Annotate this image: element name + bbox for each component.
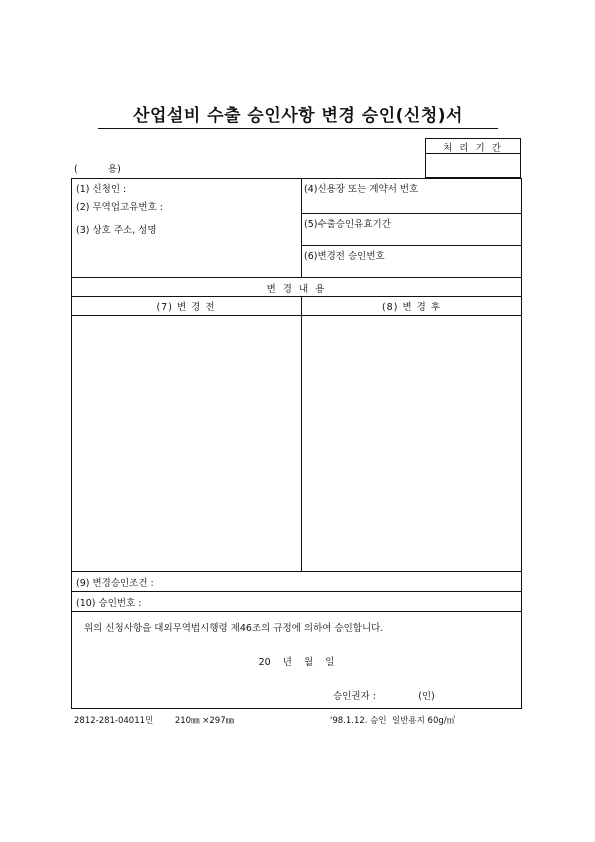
company-field: (3) 상호 주소, 성명 (76, 225, 157, 236)
date-line: 20 년 월 일 (258, 657, 335, 668)
section-line-6 (71, 611, 522, 612)
before-change-header: (7) 변 경 전 (156, 302, 216, 313)
prior-approval-field: (6)변경전 승인번호 (304, 251, 385, 262)
approver-line: 승인권자 : (인) (333, 691, 435, 702)
document-title: 산업설비 수출 승인사항 변경 승인(신청)서 (133, 106, 463, 126)
section-line-3 (71, 315, 522, 316)
processing-period-box (425, 138, 521, 178)
footer-approval-info: '98.1.12. 승인 일반용지 60g/㎡ (330, 716, 456, 726)
title-underline (98, 128, 498, 129)
section-line-2 (71, 296, 522, 297)
change-section-header: 변 경 내 용 (266, 284, 327, 295)
validity-field: (5)수출승인유효기간 (304, 219, 391, 230)
lc-contract-field: (4)신용장 또는 계약서 번호 (304, 184, 419, 195)
change-divider (301, 296, 302, 571)
trade-id-field: (2) 무역업고유번호 : (76, 202, 163, 213)
processing-period-label: 처 리 기 간 (443, 143, 503, 154)
after-change-header: (8) 변 경 후 (381, 302, 442, 313)
applicant-row-line-1 (301, 213, 521, 214)
section-line-5 (71, 591, 522, 592)
applicant-row-line-2 (301, 245, 521, 246)
applicant-divider (301, 178, 302, 277)
approval-number-field: (10) 승인번호 : (76, 598, 142, 609)
section-line-4 (71, 571, 522, 572)
footer-form-code: 2812-281-04011민 210㎜ ×297㎜ (74, 716, 235, 726)
approval-conditions-field: (9) 변경승인조건 : (76, 578, 154, 589)
applicant-field: (1) 신청인 : (76, 184, 127, 195)
purpose-label: ( 용) (74, 164, 121, 175)
approval-statement: 위의 신청사항을 대외무역법시행령 제46조의 규정에 의하여 승인합니다. (84, 623, 384, 634)
section-line-1 (71, 277, 522, 278)
